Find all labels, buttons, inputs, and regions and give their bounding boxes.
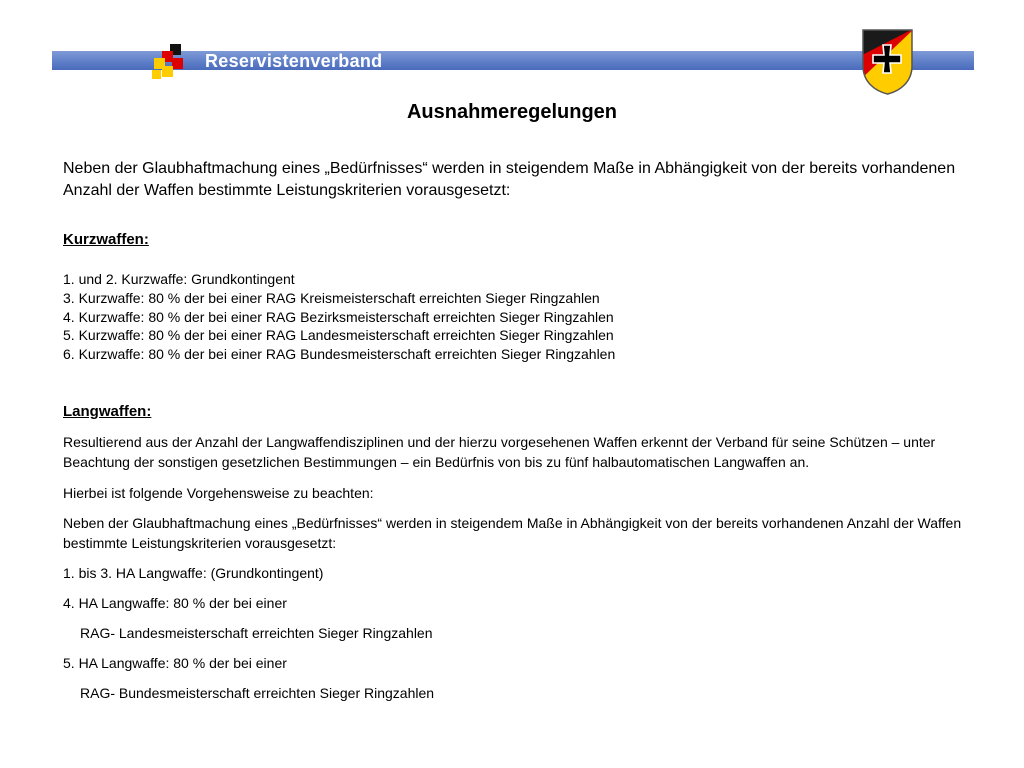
procedure-note: Hierbei ist folgende Vorgehensweise zu beachten:	[63, 485, 374, 501]
langwaffen-paragraph: Resultierend aus der Anzahl der Langwaffendisziplinen und der hierzu vorgesehenen Waffen erkennt der Verband für seine Schützen – unter Beachtung der sonstigen gesetzlichen Bestimmungen – ein Bedürfnis von bis zu fünf halbautomatischen Langwaffen an.	[63, 434, 936, 470]
list-item-continuation: RAG- Bundesmeisterschaft erreichten Sieger Ringzahlen	[80, 685, 435, 701]
page-title: Ausnahmeregelungen	[406, 101, 618, 123]
langwaffen-section	[63, 432, 963, 713]
brand-name: Reservistenverband	[205, 51, 383, 71]
list-item: 4. Kurzwaffe: 80 % der bei einer RAG Bezirksmeisterschaft erreichten Sieger Ringzahlen	[63, 308, 614, 325]
langwaffen-heading: Langwaffen:	[63, 403, 152, 420]
list-item: 4. HA Langwaffe: 80 % der bei einer	[63, 595, 287, 611]
iron-cross-crest-icon	[860, 28, 915, 96]
list-item: 6. Kurzwaffe: 80 % der bei einer RAG Bundesmeisterschaft erreichten Sieger Ringzahlen	[63, 346, 616, 363]
header-banner	[52, 51, 974, 70]
list-item: 3. Kurzwaffe: 80 % der bei einer RAG Kreismeisterschaft erreichten Sieger Ringzahlen	[63, 289, 600, 306]
list-item: 1. und 2. Kurzwaffe: Grundkontingent	[63, 271, 295, 287]
requirements-paragraph: Neben der Glaubhaftmachung eines „Bedürfnisses“ werden in steigendem Maße in Abhängigkeit von der bereits vorhandenen Anzahl der Waffen bestimmte Leistungskriterien vorausgesetzt:	[63, 515, 962, 551]
squares-logo-icon	[150, 44, 190, 80]
list-item: 5. HA Langwaffe: 80 % der bei einer	[63, 655, 287, 671]
list-item: 5. Kurzwaffe: 80 % der bei einer RAG Landesmeisterschaft erreichten Sieger Ringzahlen	[63, 327, 614, 344]
list-item-continuation: RAG- Landesmeisterschaft erreichten Sieger Ringzahlen	[80, 625, 433, 641]
intro-paragraph: Neben der Glaubhaftmachung eines „Bedürfnisses“ werden in steigendem Maße in Abhängigkeit von der bereits vorhandenen Anzahl der Waffen bestimmte Leistungskriterien vorausgesetzt:	[63, 160, 956, 199]
kurzwaffen-list	[63, 270, 963, 364]
list-item: 1. bis 3. HA Langwaffe: (Grundkontingent)	[63, 565, 324, 581]
kurzwaffen-heading: Kurzwaffen:	[63, 231, 149, 248]
